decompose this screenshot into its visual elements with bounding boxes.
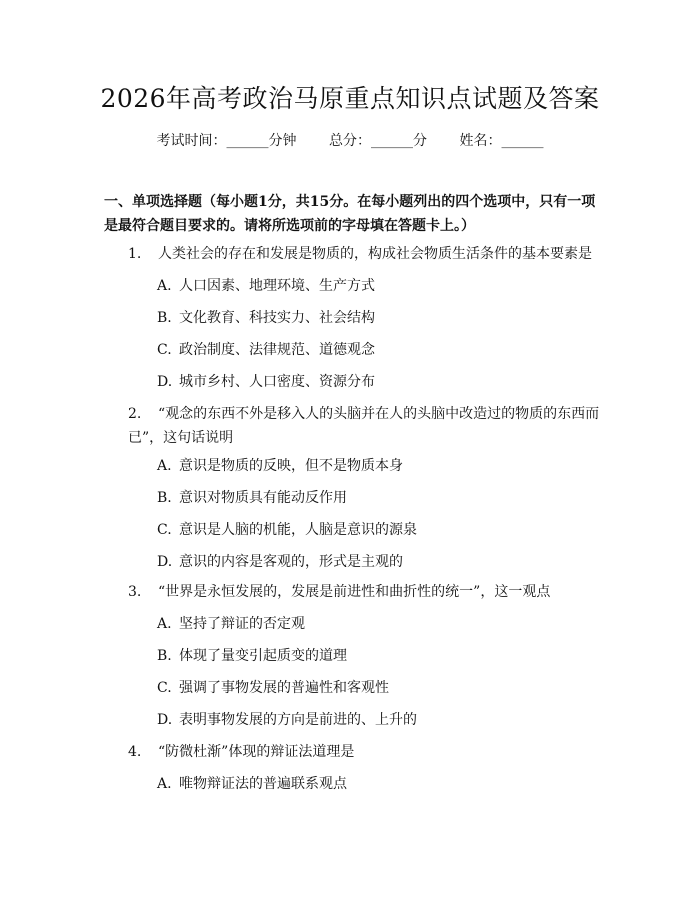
- question-number: 3.: [128, 584, 142, 600]
- exam-info: [0, 131, 700, 151]
- question-1: [128, 242, 604, 266]
- option-2d: [157, 552, 597, 572]
- option-text: 政治制度、法律规范、道德观念: [179, 342, 375, 358]
- option-text: 强调了事物发展的普遍性和客观性: [179, 680, 389, 696]
- option-text: 文化教育、科技实力、社会结构: [179, 310, 375, 326]
- option-text: 意识是物质的反映，但不是物质本身: [179, 458, 403, 474]
- option-2a: [157, 456, 597, 476]
- option-letter: A.: [157, 776, 172, 792]
- question-stem: “世界是永恒发展的，发展是前进性和曲折性的统一”，这一观点: [158, 584, 551, 600]
- option-text: 意识对物质具有能动反作用: [179, 490, 347, 506]
- question-stem: 人类社会的存在和发展是物质的，构成社会物质生活条件的基本要素是: [158, 246, 592, 262]
- exam-name: 姓名：______: [459, 133, 544, 149]
- option-text: 城市乡村、人口密度、资源分布: [179, 374, 375, 390]
- question-4: [128, 740, 604, 764]
- question-number: 1.: [128, 246, 142, 262]
- exam-score: 总分：______分: [329, 133, 427, 149]
- question-number: 4.: [128, 744, 142, 760]
- option-1d: [157, 372, 597, 392]
- option-4a: [157, 774, 597, 794]
- option-letter: A.: [157, 458, 172, 474]
- option-2c: [157, 520, 597, 540]
- exam-time: 考试时间：______分钟: [156, 133, 297, 149]
- option-3b: [157, 646, 597, 666]
- question-stem: “防微杜渐”体现的辩证法道理是: [158, 744, 355, 760]
- option-text: 意识的内容是客观的，形式是主观的: [179, 554, 403, 570]
- option-text: 人口因素、地理环境、生产方式: [179, 278, 375, 294]
- question-stem: “观念的东西不外是移入人的头脑并在人的头脑中改造过的物质的东西而已”，这句话说明: [128, 406, 600, 446]
- option-1a: [157, 276, 597, 296]
- option-letter: D.: [157, 374, 173, 390]
- option-letter: A.: [157, 616, 172, 632]
- question-3: [128, 580, 604, 604]
- option-3a: [157, 614, 597, 634]
- option-letter: B.: [157, 648, 172, 664]
- option-text: 表明事物发展的方向是前进的、上升的: [179, 712, 417, 728]
- option-letter: C.: [157, 680, 172, 696]
- option-2b: [157, 488, 597, 508]
- section-heading: 一、单项选择题（每小题1分，共15分。在每小题列出的四个选项中，只有一项是最符合题目要求的。请将所选项前的字母填在答题卡上。）: [104, 194, 596, 234]
- option-letter: A.: [157, 278, 172, 294]
- option-letter: C.: [157, 522, 172, 538]
- option-text: 坚持了辩证的否定观: [179, 616, 305, 632]
- option-3c: [157, 678, 597, 698]
- option-letter: D.: [157, 554, 173, 570]
- option-text: 意识是人脑的机能，人脑是意识的源泉: [179, 522, 417, 538]
- option-letter: B.: [157, 310, 172, 326]
- option-letter: D.: [157, 712, 173, 728]
- question-2: [128, 402, 604, 450]
- option-3d: [157, 710, 597, 730]
- option-1b: [157, 308, 597, 328]
- question-number: 2.: [128, 406, 142, 422]
- option-1c: [157, 340, 597, 360]
- option-text: 体现了量变引起质变的道理: [179, 648, 347, 664]
- option-text: 唯物辩证法的普遍联系观点: [179, 776, 347, 792]
- option-letter: C.: [157, 342, 172, 358]
- page-title: 2026年高考政治马原重点知识点试题及答案: [100, 84, 600, 113]
- option-letter: B.: [157, 490, 172, 506]
